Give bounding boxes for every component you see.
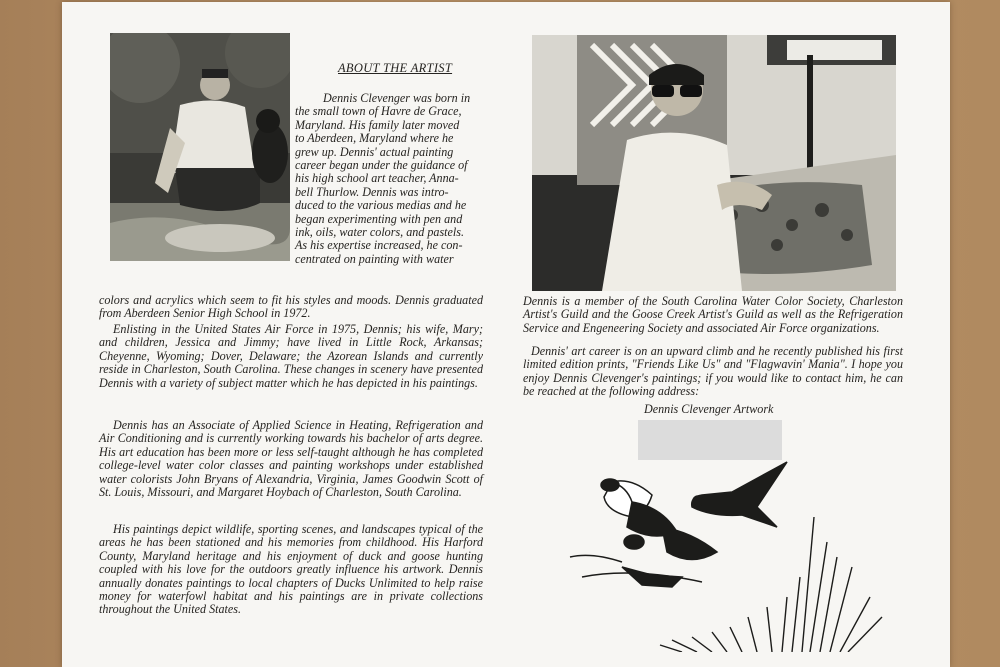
- wrap-line: the small town of Havre de Grace,: [295, 104, 462, 119]
- about-the-artist-heading: ABOUT THE ARTIST: [338, 61, 453, 75]
- intro-paragraph-tail: colors and acrylics which seem to fit his styles and moods. Dennis graduated from Aberdeen Senior High School in 1972.: [99, 293, 483, 321]
- artist-with-dog-image: [110, 33, 290, 261]
- flying-ducks-illustration: [552, 457, 892, 652]
- memberships-paragraph: Dennis is a member of the South Carolina Water Color Society, Charleston Artist's Guild and the Goose Creek Artist's Guild as well as the Refrigeration Service and Engeneering Society and associated Air Force organizations.: [523, 294, 903, 335]
- artist-at-desk-photo: [532, 35, 896, 291]
- paintings-paragraph: His paintings depict wildlife, sporting scenes, and landscapes typical of the areas he has been stationed and his memories from childhood. His Harford County, Maryland heritage and his enjoyment of duck and goose hunting coupled with his love for the outdoors greatly influence his artwork. Dennis annually donates paintings to local chapters of Ducks Unlimited to help raise money for waterfowl habitat and his paintings are in private collections throughout the United States.: [99, 522, 483, 617]
- artist-at-desk-image: [532, 35, 896, 291]
- career-paragraph: Dennis' art career is on an upward climb and he recently published his first limited edition prints, "Friends Like Us" and "Flagwavin' Mania". I hope you enjoy Dennis Clevenger's paintings; if you would like to contact him, he can be reached at the following address:: [523, 344, 903, 399]
- wrap-line: began experimenting with pen and: [295, 211, 463, 226]
- wrap-line: duced to the various medias and he: [295, 198, 467, 213]
- artist-with-dog-photo: [110, 33, 290, 261]
- redacted-address-block: [638, 420, 782, 460]
- wrap-line: his high school art teacher, Anna-: [295, 171, 459, 186]
- wrap-line: to Aberdeen, Maryland where he: [295, 131, 454, 146]
- education-paragraph: Dennis has an Associate of Applied Science in Heating, Refrigeration and Air Conditioning and is currently working towards his bachelor of arts degree. His art education has been more or less self-taught although he has completed college-level water color classes and painting workshops under established water colorists John Bryans of Alexandria, Virginia, James Goodwin Scott of St. Louis, Missouri, and Margaret Hoybach of Charleston, South Carolina.: [99, 418, 483, 500]
- intro-wrap-paragraph: [295, 92, 483, 266]
- wrap-line: grew up. Dennis' actual painting: [295, 144, 454, 159]
- wrap-line: centrated on painting with water: [295, 251, 454, 266]
- wrap-line: Maryland. His family later moved: [295, 117, 460, 132]
- air-force-paragraph: Enlisting in the United States Air Force in 1975, Dennis; his wife, Mary; and children, Jessica and Jimmy; have lived in Little Rock, Arkansas; Cheyenne, Wyoming; Dover, Delaware; the Azorean Islands and currently reside in Charleston, South Carolina. These changes in scenery have presented Dennis with a variety of subject matter which he has depicted in his paintings.: [99, 322, 483, 390]
- wrap-line: ink, oils, water colors, and pastels.: [295, 225, 464, 240]
- ducks-drawing: [552, 457, 892, 652]
- wrap-line: As his expertise increased, he con-: [295, 238, 463, 253]
- address-line: Dennis Clevenger Artwork: [644, 402, 774, 416]
- wrap-line: career began under the guidance of: [295, 158, 468, 173]
- wrap-line: bell Thurlow. Dennis was intro-: [295, 184, 449, 199]
- wrap-line: Dennis Clevenger was born in: [323, 91, 471, 105]
- brochure-sheet: [62, 2, 950, 667]
